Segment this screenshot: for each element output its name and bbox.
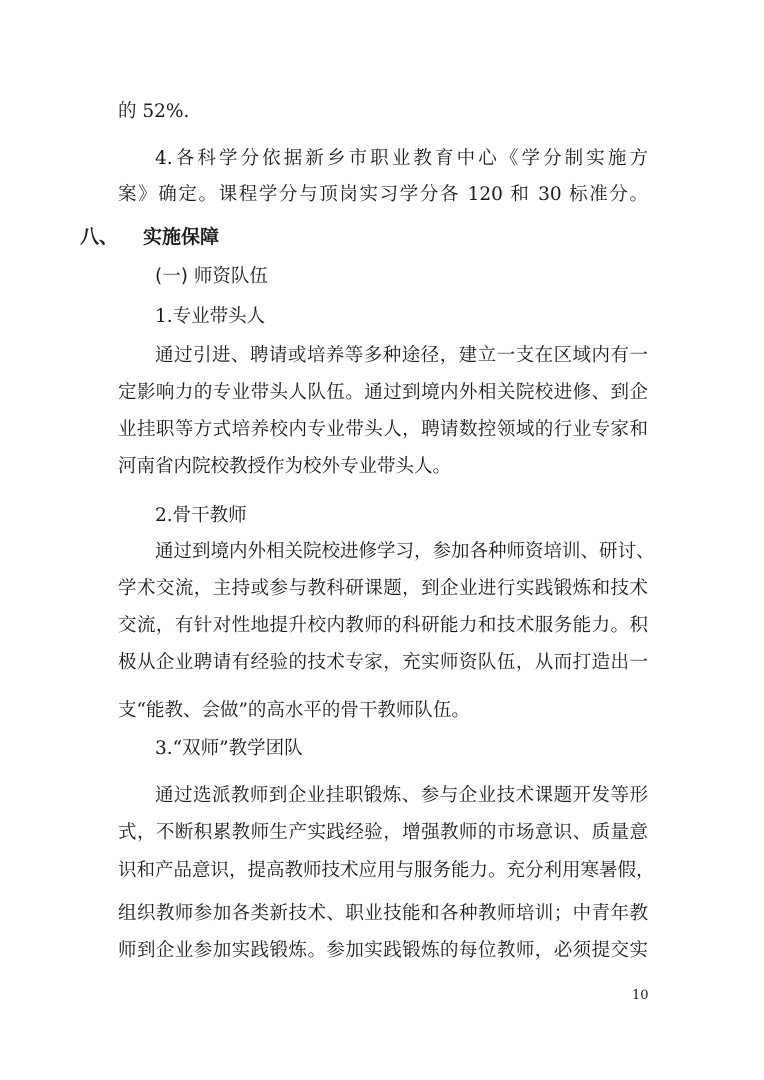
paragraph-2-line: 支“能教、会做”的高水平的骨干教师队伍。 xyxy=(118,700,470,721)
paragraph-3-line: 通过选派教师到企业挂职锻炼、参与企业技术课题开发等形 xyxy=(155,785,648,806)
paragraph-3-line: 师到企业参加实践锻炼。参加实践锻炼的每位教师，必须提交实 xyxy=(118,940,648,961)
continued-text-line: 的 52%. xyxy=(118,101,190,122)
paragraph-1-line: 业挂职等方式培养校内专业带头人，聘请数控领域的行业专家和 xyxy=(118,419,648,440)
paragraph-1-line: 河南省内院校教授作为校外专业带头人。 xyxy=(118,456,452,477)
section-title: 实施保障 xyxy=(143,226,220,248)
heading-1: 1.专业带头人 xyxy=(155,306,266,327)
paragraph-2-line: 学术交流，主持或参与教科研课题，到企业进行实践锻炼和技术 xyxy=(118,578,648,599)
paragraph-2-line: 交流，有针对性地提升校内教师的科研能力和技术服务能力。积 xyxy=(118,615,648,636)
item4-line-2: 案》确定。课程学分与顶岗实习学分各 120 和 30 标准分。 xyxy=(118,184,648,205)
section-number: 八、 xyxy=(80,226,119,248)
paragraph-3-line: 识和产品意识，提高教师技术应用与服务能力。充分利用寒暑假， xyxy=(118,860,655,881)
paragraph-1-line: 定影响力的专业带头人队伍。通过到境内外相关院校进修、到企 xyxy=(118,382,648,403)
paragraph-1-line: 通过引进、聘请或培养等多种途径，建立一支在区域内有一 xyxy=(155,345,648,366)
paragraph-3-line: 组织教师参加各类新技术、职业技能和各种教师培训；中青年教 xyxy=(118,903,648,924)
paragraph-2-line: 极从企业聘请有经验的技术专家，充实师资队伍，从而打造出一 xyxy=(118,652,648,673)
paragraph-2-line: 通过到境内外相关院校进修学习，参加各种师资培训、研讨、 xyxy=(155,541,655,562)
subsection-heading: (一) 师资队伍 xyxy=(155,266,268,287)
heading-2: 2.骨干教师 xyxy=(155,505,247,526)
heading-3: 3.“双师”教学团队 xyxy=(155,738,303,759)
page-number: 10 xyxy=(632,988,649,1003)
paragraph-3-line: 式，不断积累教师生产实践经验，增强教师的市场意识、质量意 xyxy=(118,822,648,843)
item4-line-1: 4.各科学分依据新乡市职业教育中心《学分制实施方 xyxy=(155,148,648,169)
